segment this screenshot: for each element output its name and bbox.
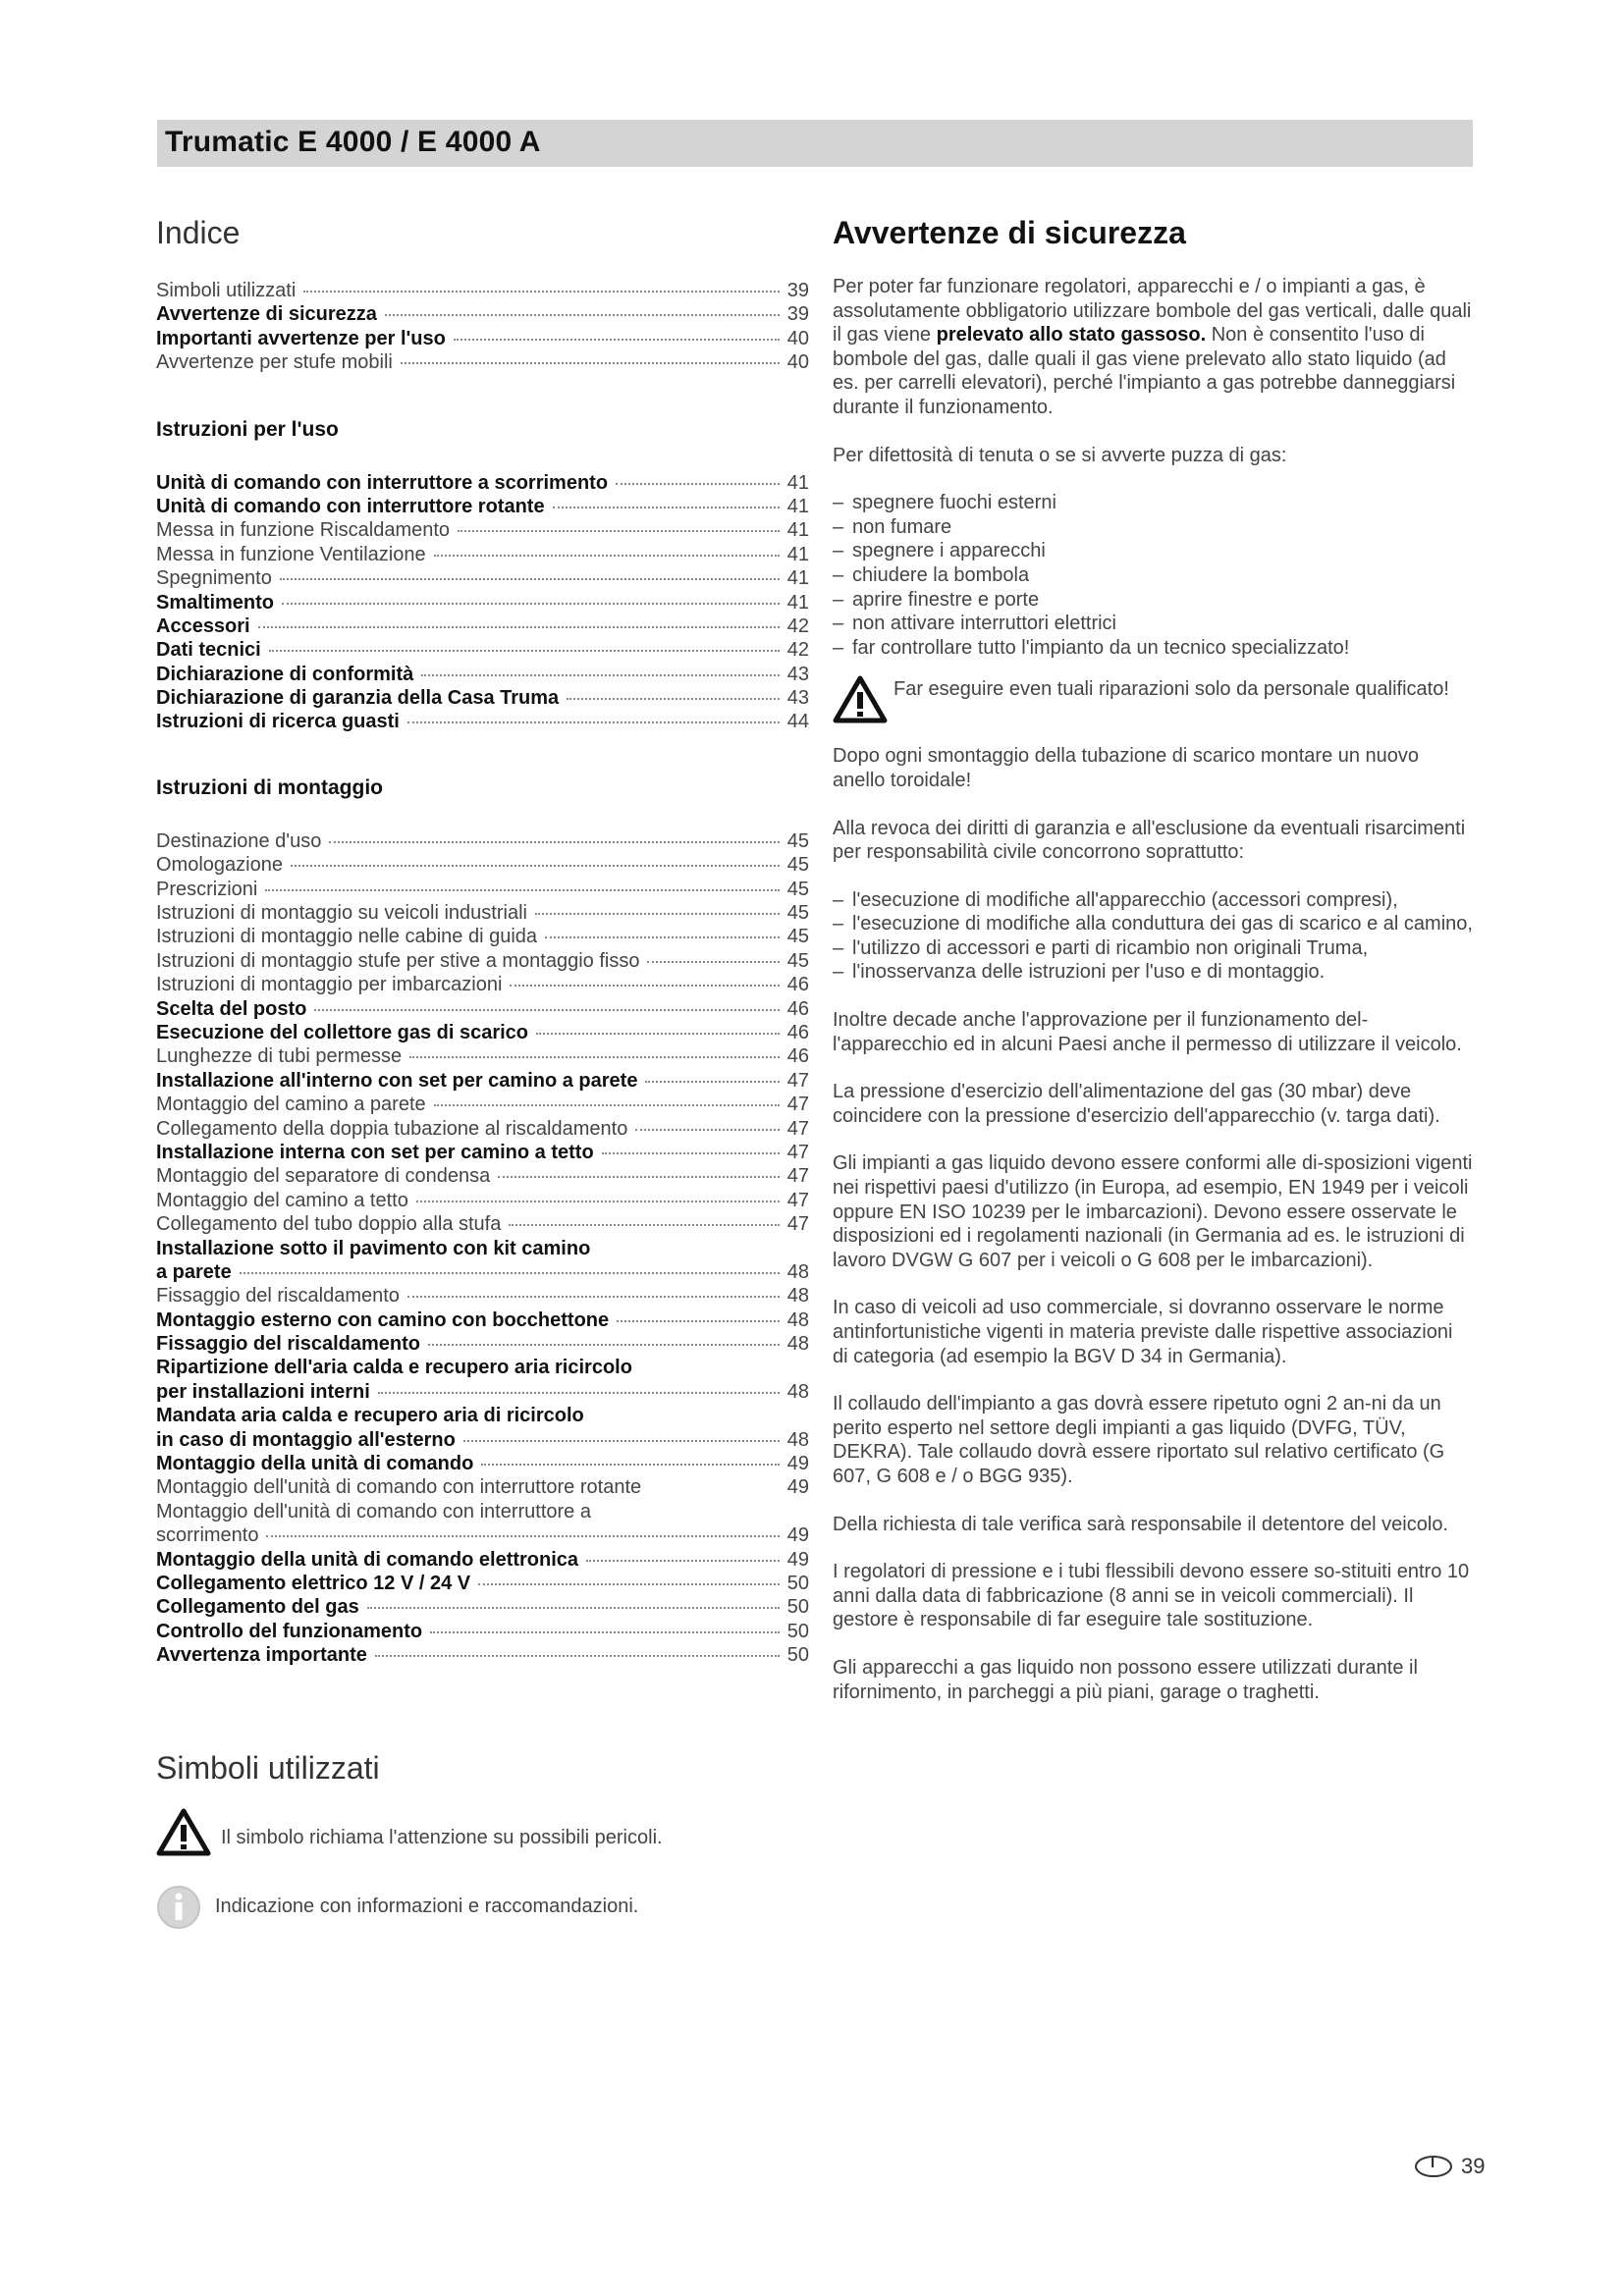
toc-entry-page: 45 — [786, 829, 809, 852]
toc-entry-leader — [266, 1535, 779, 1537]
toc-entry-title: Fissaggio del riscaldamento — [156, 1333, 420, 1356]
toc-entry-leader — [567, 698, 780, 700]
toc-entry — [156, 1069, 809, 1093]
toc-entry-leader — [314, 1009, 779, 1011]
toc-entry — [156, 686, 809, 710]
document-title: Trumatic E 4000 / E 4000 A — [165, 126, 541, 158]
toc-entry-title: Avvertenza importante — [156, 1644, 367, 1667]
toc-entry-page: 41 — [786, 591, 809, 614]
toc-entry-page: 47 — [786, 1189, 809, 1211]
toc-entry-title: Collegamento del tubo doppio alla stufa — [156, 1213, 502, 1236]
toc-entry — [156, 1141, 809, 1164]
toc-entry-page: 48 — [786, 1380, 809, 1403]
toc-entry-title: Unità di comando con interruttore rotante — [156, 495, 545, 517]
toc-entry-page: 47 — [786, 1141, 809, 1163]
toc-entry-page: 45 — [786, 878, 809, 900]
toc-entry-leader — [385, 314, 780, 316]
toc-group-install — [156, 829, 809, 1668]
toc-entry — [156, 1500, 809, 1523]
toc-entry-leader — [280, 578, 780, 580]
warning-triangle-icon — [156, 1808, 211, 1857]
toc-entry-title: Avvertenze di sicurezza — [156, 303, 377, 326]
toc-entry-title: Scelta del posto — [156, 997, 307, 1020]
toc-entry-leader — [535, 913, 780, 915]
toc-entry — [156, 663, 809, 686]
toc-entry — [156, 878, 809, 901]
toc-entry — [156, 1189, 809, 1212]
list-item: – non fumare — [833, 515, 1473, 540]
toc-entry-leader — [536, 1033, 780, 1035]
toc-entry — [156, 279, 809, 302]
list-item: – l'esecuzione di modifiche alla conduttura dei gas di scarico e al camino, — [833, 912, 1473, 936]
toc-entry-title: Installazione interna con set per camino a tetto — [156, 1141, 594, 1163]
toc-entry-title: a parete — [156, 1260, 232, 1283]
safety-paragraph-6: La pressione d'esercizio dell'alimentazione del gas (30 mbar) deve coincidere con la pressione d'esercizio dell'apparecchio (v. targa dati). — [833, 1081, 1440, 1127]
toc-entry-page: 47 — [786, 1094, 809, 1116]
toc-entry-title: Istruzioni di montaggio su veicoli industriali — [156, 902, 527, 925]
list-item: – chiudere la bombola — [833, 563, 1473, 588]
toc-entry — [156, 1548, 809, 1572]
toc-entry-page: 50 — [786, 1596, 809, 1619]
toc-entry — [156, 1117, 809, 1141]
toc-entry-leader — [303, 291, 779, 293]
toc-entry-title: Collegamento del gas — [156, 1596, 359, 1619]
toc-entry-page: 40 — [786, 327, 809, 349]
toc-entry-leader — [510, 985, 779, 987]
toc-entry-title: Installazione sotto il pavimento con kit camino — [156, 1237, 591, 1259]
toc-entry — [156, 543, 809, 566]
toc-entry-title: Montaggio della unità di comando — [156, 1453, 474, 1475]
info-circle-icon — [156, 1885, 201, 1930]
toc-entry-leader — [616, 483, 780, 485]
toc-entry-page: 41 — [786, 471, 809, 494]
toc-entry-page: 45 — [786, 854, 809, 877]
toc-entry-leader — [240, 1272, 780, 1274]
toc-entry — [156, 1643, 809, 1667]
page-footer — [1414, 2154, 1485, 2179]
safety-paragraph-4: Alla revoca dei diritti di garanzia e all'esclusione da eventuali risarcimenti per responsabilità civile concorrono soprattutto: — [833, 817, 1466, 864]
toc-entry — [156, 1620, 809, 1643]
toc-entry — [156, 1595, 809, 1619]
toc-group-use — [156, 471, 809, 734]
list-item: – l'inosservanza delle istruzioni per l'uso e di montaggio. — [833, 960, 1473, 985]
toc-entry — [156, 1308, 809, 1332]
toc-entry — [156, 1380, 809, 1404]
toc-entry-title: Spegnimento — [156, 567, 272, 590]
toc-entry-page: 49 — [786, 1476, 809, 1499]
toc-entry-page: 45 — [786, 949, 809, 972]
safety-p1-text-c: Non è consentito l'uso di bombole del gas, dalle quali il gas viene prelevato allo stato liquido (ad es. per carrelli elevatori), perché l'impianto a gas potrebbe danneggiarsi durante il funzionamento. — [833, 324, 1456, 418]
toc-entry-title: Collegamento elettrico 12 V / 24 V — [156, 1572, 471, 1594]
safety-paragraph-10: Della richiesta di tale verifica sarà responsabile il detentore del veicolo. — [833, 1513, 1448, 1535]
toc-entry-title: Dichiarazione di garanzia della Casa Truma — [156, 687, 560, 710]
repair-warning-text: Far eseguire even tuali riparazioni solo da personale qualificato! — [893, 678, 1449, 701]
toc-entry — [156, 1044, 809, 1068]
section-heading-install: Istruzioni di montaggio — [156, 775, 383, 799]
toc-entry-page: 46 — [786, 1045, 809, 1068]
toc-entry-page: 46 — [786, 974, 809, 996]
toc-entry-title: Avvertenze per stufe mobili — [156, 351, 393, 374]
toc-entry-page: 48 — [786, 1308, 809, 1331]
toc-entry-page: 40 — [786, 351, 809, 374]
toc-entry-title: Simboli utilizzati — [156, 280, 297, 301]
toc-entry-page: 47 — [786, 1213, 809, 1236]
toc-entry-title: in caso di montaggio all'esterno — [156, 1428, 456, 1451]
index-title: Indice — [156, 215, 241, 250]
toc-entry-title: per installazioni interni — [156, 1380, 370, 1403]
toc-entry — [156, 1523, 809, 1547]
toc-entry-page: 49 — [786, 1548, 809, 1571]
toc-entry — [156, 1284, 809, 1308]
toc-entry-title: Accessori — [156, 614, 250, 637]
section-heading-use: Istruzioni per l'uso — [156, 417, 339, 441]
toc-entry-page: 50 — [786, 1620, 809, 1642]
toc-entry-leader — [458, 530, 780, 532]
toc-entry — [156, 302, 809, 326]
toc-entry-page: 47 — [786, 1069, 809, 1092]
list-item: – far controllare tutto l'impianto da un tecnico specializzato! — [833, 636, 1473, 661]
toc-entry-title: Unità di comando con interruttore a scorrimento — [156, 471, 609, 494]
list-item: – l'utilizzo di accessori e parti di ricambio non originali Truma, — [833, 936, 1473, 961]
toc-entry — [156, 1212, 809, 1236]
toc-entry — [156, 1332, 809, 1356]
toc-entry-title: Destinazione d'uso — [156, 829, 322, 852]
toc-entry-leader — [434, 555, 780, 557]
toc-entry-title: Montaggio dell'unità di comando con interruttore a — [156, 1500, 591, 1522]
safety-p1-bold: prelevato allo stato gassoso. — [936, 324, 1207, 347]
toc-entry-title: Esecuzione del collettore gas di scarico — [156, 1021, 529, 1043]
toc-entry — [156, 1404, 809, 1427]
toc-entry-leader — [421, 674, 779, 676]
toc-entry-page: 47 — [786, 1117, 809, 1140]
toc-entry — [156, 1093, 809, 1116]
warning-triangle-icon — [833, 675, 888, 724]
toc-entry — [156, 566, 809, 590]
toc-entry-page: 48 — [786, 1333, 809, 1356]
list-item: – spegnere i apparecchi — [833, 539, 1473, 563]
toc-entry-page: 43 — [786, 663, 809, 685]
toc-entry-leader — [481, 1464, 779, 1466]
toc-entry — [156, 1237, 809, 1260]
toc-entry-leader — [416, 1201, 780, 1202]
symbol-info-text: Indicazione con informazioni e raccomandazioni. — [215, 1896, 639, 1918]
toc-entry — [156, 471, 809, 495]
toc-entry-title: Istruzioni di montaggio nelle cabine di guida — [156, 926, 538, 948]
toc-entry-leader — [409, 1056, 780, 1058]
toc-entry-title: Istruzioni di ricerca guasti — [156, 711, 400, 733]
toc-entry-title: Prescrizioni — [156, 878, 258, 900]
safety-title: Avvertenze di sicurezza — [833, 215, 1186, 250]
toc-entry-leader — [291, 865, 780, 867]
toc-entry — [156, 1164, 809, 1188]
toc-entry-title: scorrimento — [156, 1524, 259, 1547]
toc-entry-page: 50 — [786, 1572, 809, 1594]
toc-entry-title: Collegamento della doppia tubazione al riscaldamento — [156, 1117, 628, 1140]
toc-entry — [156, 350, 809, 374]
toc-entry-leader — [586, 1560, 780, 1562]
toc-entry-page: 47 — [786, 1165, 809, 1188]
list-item: – non attivare interruttori elettrici — [833, 612, 1473, 636]
toc-entry-title: Istruzioni di montaggio per imbarcazioni — [156, 974, 503, 996]
toc-entry — [156, 1260, 809, 1284]
toc-entry-title: Lunghezze di tubi permesse — [156, 1045, 403, 1068]
toc-entry-leader — [378, 1392, 780, 1394]
toc-entry-page: 45 — [786, 902, 809, 925]
toc-entry-page: 42 — [786, 614, 809, 637]
toc-entry-page: 44 — [786, 711, 809, 733]
toc-entry-leader — [407, 1296, 780, 1298]
toc-entry-title: Omologazione — [156, 854, 283, 877]
toc-entry — [156, 925, 809, 948]
toc-entry-title: Messa in funzione Ventilazione — [156, 543, 426, 565]
toc-entry-title: Messa in funzione Riscaldamento — [156, 519, 451, 542]
toc-entry-page: 41 — [786, 543, 809, 565]
safety-paragraph-1 — [833, 275, 1473, 420]
toc-entry-page: 48 — [786, 1428, 809, 1451]
toc-entry-leader — [434, 1104, 780, 1106]
toc-entry-leader — [647, 961, 779, 963]
toc-entry-page: 42 — [786, 639, 809, 662]
toc-entry — [156, 949, 809, 973]
toc-entry-title: Importanti avvertenze per l'uso — [156, 327, 446, 349]
toc-entry — [156, 973, 809, 996]
toc-entry — [156, 997, 809, 1021]
toc-entry-leader — [553, 507, 780, 508]
toc-entry-leader — [430, 1631, 780, 1633]
toc-entry-title: Montaggio del separatore di condensa — [156, 1165, 491, 1188]
toc-entry — [156, 1021, 809, 1044]
toc-entry — [156, 638, 809, 662]
toc-entry-leader — [375, 1655, 780, 1657]
toc-entry-title: Montaggio della unità di comando elettronica — [156, 1548, 579, 1571]
toc-entry-leader — [401, 362, 780, 364]
toc-entry-page: 41 — [786, 567, 809, 590]
toc-entry-leader — [282, 603, 780, 605]
toc-entry-leader — [635, 1129, 779, 1131]
safety-paragraph-8: In caso di veicoli ad uso commerciale, si dovranno osservare le norme antinfortunistiche vigenti in materia previste dalle rispettive associazioni di categoria (ad esempio la BGV D 34 in Germania). — [833, 1297, 1453, 1367]
safety-paragraph-9: Il collaudo dell'impianto a gas dovrà essere ripetuto ogni 2 an-ni da un perito esperto nel settore degli impianti a gas liquido (DVFG, TÜV, DEKRA). Tale collaudo dovrà essere riportato sul relativo certificato (G 607, G 608 e / o BGG 935). — [833, 1393, 1445, 1487]
toc-entry-page: 49 — [786, 1524, 809, 1547]
toc-entry-leader — [498, 1176, 780, 1178]
toc-entry-title: Dichiarazione di conformità — [156, 663, 414, 685]
toc-group-general — [156, 279, 809, 375]
toc-entry-title: Montaggio del camino a tetto — [156, 1189, 408, 1211]
left-column — [156, 206, 809, 1930]
symbols-title: Simboli utilizzati — [156, 1749, 380, 1786]
toc-entry-page: 46 — [786, 997, 809, 1020]
toc-entry-page: 45 — [786, 926, 809, 948]
toc-entry-title: Dati tecnici — [156, 639, 261, 662]
toc-entry-title: Montaggio dell'unità di comando con interruttore rotante — [156, 1476, 642, 1499]
toc-entry — [156, 495, 809, 518]
toc-entry-title: Installazione all'interno con set per camino a parete — [156, 1069, 638, 1092]
symbol-warning-text: Il simbolo richiama l'attenzione su possibili pericoli. — [221, 1827, 663, 1849]
toc-entry-title: Smaltimento — [156, 591, 275, 614]
toc-entry-leader — [329, 841, 779, 843]
page-number: 39 — [1461, 2154, 1486, 2178]
toc-entry-title: Controllo del funzionamento — [156, 1620, 423, 1642]
toc-entry-page: 41 — [786, 519, 809, 542]
toc-entry-page: 49 — [786, 1453, 809, 1475]
safety-paragraph-11: I regolatori di pressione e i tubi flessibili devono essere so-stituiti entro 10 anni dalla data di fabbricazione (8 anni se in veicoli commerciali). Il gestore è responsabile di far eseguire tale sostituzione. — [833, 1561, 1470, 1631]
list-item: – spegnere fuochi esterni — [833, 491, 1473, 515]
toc-entry-leader — [602, 1152, 780, 1154]
toc-entry-page: 46 — [786, 1021, 809, 1043]
toc-entry-leader — [428, 1344, 780, 1346]
toc-entry-page: 39 — [786, 280, 809, 301]
toc-entry — [156, 1428, 809, 1452]
toc-entry-leader — [258, 626, 780, 628]
toc-entry-page: 39 — [786, 303, 809, 326]
toc-entry-page: 48 — [786, 1285, 809, 1308]
toc-entry-leader — [617, 1320, 780, 1322]
toc-entry-page: 43 — [786, 687, 809, 710]
toc-entry-title: Mandata aria calda e recupero aria di ricircolo — [156, 1405, 584, 1427]
warranty-exclusions-list — [833, 888, 1473, 985]
toc-entry — [156, 518, 809, 542]
toc-entry-title: Ripartizione dell'aria calda e recupero aria ricircolo — [156, 1357, 632, 1379]
toc-entry-leader — [478, 1583, 780, 1585]
toc-entry — [156, 591, 809, 614]
toc-entry-leader — [265, 889, 779, 891]
safety-paragraph-3: Dopo ogni smontaggio della tubazione di scarico montare un nuovo anello toroidale! — [833, 745, 1420, 791]
toc-entry-title: Fissaggio del riscaldamento — [156, 1285, 400, 1308]
toc-entry-leader — [367, 1607, 780, 1609]
toc-entry — [156, 1572, 809, 1595]
symbol-info-row — [156, 1885, 809, 1930]
toc-entry-leader — [645, 1081, 779, 1083]
toc-entry — [156, 1475, 809, 1499]
toc-entry-page: 41 — [786, 495, 809, 517]
list-item: – l'esecuzione di modifiche all'apparecchio (accessori compresi), — [833, 888, 1473, 913]
repair-warning — [833, 675, 1473, 724]
toc-entry-title: Montaggio del camino a parete — [156, 1094, 426, 1116]
toc-entry-leader — [269, 650, 780, 652]
toc-entry — [156, 901, 809, 925]
toc-entry-page: 48 — [786, 1260, 809, 1283]
language-badge-label: I — [1431, 2155, 1435, 2171]
toc-entry — [156, 710, 809, 733]
toc-entry — [156, 853, 809, 877]
toc-entry-leader — [509, 1224, 779, 1226]
toc-entry-title: Montaggio esterno con camino con bocchettone — [156, 1308, 610, 1331]
toc-entry-leader — [463, 1440, 780, 1442]
symbol-warning-row — [156, 1808, 809, 1857]
toc-entry-leader — [545, 936, 780, 938]
toc-entry — [156, 1452, 809, 1475]
safety-paragraph-5: Inoltre decade anche l'approvazione per il funzionamento del-l'apparecchio ed in alcuni Paesi anche il permesso di utilizzare il veicolo. — [833, 1009, 1462, 1055]
safety-paragraph-12: Gli apparecchi a gas liquido non possono essere utilizzati durante il rifornimento, in parcheggi a più piani, garage o traghetti. — [833, 1656, 1418, 1703]
toc-entry-title: Istruzioni di montaggio stufe per stive a montaggio fisso — [156, 949, 640, 972]
toc-entry — [156, 614, 809, 638]
toc-entry — [156, 327, 809, 350]
toc-entry-leader — [407, 721, 780, 723]
toc-entry — [156, 1356, 809, 1379]
safety-paragraph-2: Per difettosità di tenuta o se si avverte puzza di gas: — [833, 444, 1287, 466]
safety-paragraph-7: Gli impianti a gas liquido devono essere conformi alle di-sposizioni vigenti nei rispettivi paesi d'utilizzo (in Europa, ad esempio, EN 1949 per i veicoli oppure EN ISO 10239 per le imbarcazioni). Devono essere osservate le disposizioni ed i regolamenti nazionali (in Germania ad es. le istruzioni di lavoro DVGW G 607 per i veicoli o G 608 per le imbarcazioni). — [833, 1152, 1473, 1271]
toc-entry — [156, 829, 809, 853]
right-column — [833, 206, 1473, 1704]
safety-p1-text-a: Per poter far funzionare regolatori, apparecchi e / o impianti a gas, è assolutamente obbligatorio utilizzare bombole del gas verticali, dalle quali il gas viene — [833, 276, 1472, 347]
gas-leak-instructions-list — [833, 491, 1473, 660]
toc-entry-leader — [454, 339, 780, 341]
list-item: – aprire finestre e porte — [833, 588, 1473, 613]
toc-entry-page: 50 — [786, 1644, 809, 1667]
header-bar — [157, 120, 1473, 167]
